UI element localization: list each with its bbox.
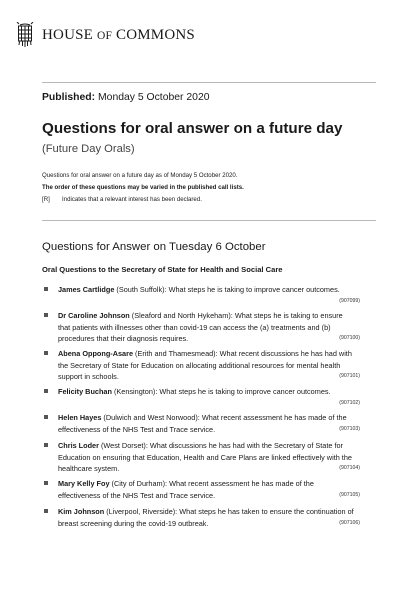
member-name: Felicity Buchan: [58, 387, 112, 396]
bullet-icon: [44, 313, 48, 317]
member-constituency: (West Dorset):: [98, 441, 150, 450]
member-name: Chris Loder: [58, 441, 99, 450]
relevant-interest-text: Indicates that a relevant interest has been declared.: [62, 196, 202, 203]
question-ref: (907102): [339, 400, 360, 406]
top-divider: [42, 82, 376, 83]
question-ref: (907104): [339, 465, 360, 471]
section-divider: [42, 220, 376, 221]
day-heading: Questions for Answer on Tuesday 6 October: [42, 241, 266, 253]
member-constituency: (City of Durham):: [109, 479, 170, 488]
published-line: [42, 92, 210, 103]
member-name: Kim Johnson: [58, 507, 105, 516]
member-constituency: (Erith and Thamesmead):: [133, 349, 220, 358]
question-text: [58, 478, 354, 501]
house-word: HOUSE: [42, 26, 94, 43]
house-name: [42, 27, 195, 44]
published-label: Published:: [42, 92, 96, 103]
question-body: What recent assessment he has made of the effectiveness of the NHS Test and Trace service.: [58, 479, 314, 500]
member-name: Dr Caroline Johnson: [58, 311, 130, 320]
question-text: [58, 506, 354, 529]
relevant-interest-tag: [R]: [42, 196, 50, 203]
published-date: Monday 5 October 2020: [98, 92, 210, 103]
site-header: [16, 22, 195, 48]
question-ref: (907103): [339, 426, 360, 432]
member-constituency: (Dulwich and West Norwood):: [101, 413, 202, 422]
member-constituency: (South Suffolk):: [114, 285, 169, 294]
question-body: What recent discussions he has had with the Secretary of State for Education on allocating additional resources for mental health support in schools.: [58, 349, 352, 381]
bullet-icon: [44, 351, 48, 355]
intro-line-2: The order of these questions may be varied in the published call lists.: [42, 184, 244, 191]
question-text: [58, 412, 354, 435]
question-ref: (907099): [339, 298, 360, 304]
question-body: What discussions he has had with the Secretary of State for Education on ensuring that Education, Health and Care Plans are linked effectively with the healthcare system.: [58, 441, 352, 473]
question-text: [58, 310, 354, 345]
question-ref: (907106): [339, 520, 360, 526]
question-text: [58, 440, 354, 475]
bullet-icon: [44, 509, 48, 513]
member-name: Helen Hayes: [58, 413, 102, 422]
department-heading: Oral Questions to the Secretary of State for Health and Social Care: [42, 265, 283, 274]
intro-line-3: [42, 194, 372, 206]
question-text: [58, 348, 354, 383]
intro-notes: [42, 170, 372, 206]
bullet-icon: [44, 389, 48, 393]
question-text: [58, 386, 354, 398]
question-ref: (907101): [339, 373, 360, 379]
bullet-icon: [44, 481, 48, 485]
question-ref: (907100): [339, 335, 360, 341]
page-subtitle: (Future Day Orals): [42, 143, 135, 155]
question-ref: (907105): [339, 492, 360, 498]
question-body: What recent assessment he has made of the effectiveness of the NHS Test and Trace service.: [58, 413, 347, 434]
member-constituency: (Liverpool, Riverside):: [104, 507, 180, 516]
portcullis-icon: [16, 22, 34, 48]
question-body: What steps he is taking to improve cancer outcomes.: [159, 387, 331, 396]
question-body: What steps he is taking to ensure that patients with illnesses other than covid-19 can access the (a) treatments and (b) procedures that their diagnosis requires.: [58, 311, 343, 343]
commons-word: COMMONS: [116, 26, 195, 43]
bullet-icon: [44, 415, 48, 419]
member-name: James Cartlidge: [58, 285, 115, 294]
member-name: Abena Oppong-Asare: [58, 349, 134, 358]
bullet-icon: [44, 287, 48, 291]
member-constituency: (Sleaford and North Hykeham):: [129, 311, 235, 320]
of-word: OF: [96, 29, 113, 42]
question-body: What steps he has taken to ensure the continuation of breast screening during the covid-19 outbreak.: [58, 507, 354, 528]
member-constituency: (Kensington):: [111, 387, 160, 396]
page-title: Questions for oral answer on a future day: [42, 120, 343, 137]
bullet-icon: [44, 443, 48, 447]
member-name: Mary Kelly Foy: [58, 479, 110, 488]
intro-line-1: Questions for oral answer on a future day as of Monday 5 October 2020.: [42, 172, 238, 179]
question-text: [58, 284, 354, 296]
question-body: What steps he is taking to improve cancer outcomes.: [168, 285, 340, 294]
